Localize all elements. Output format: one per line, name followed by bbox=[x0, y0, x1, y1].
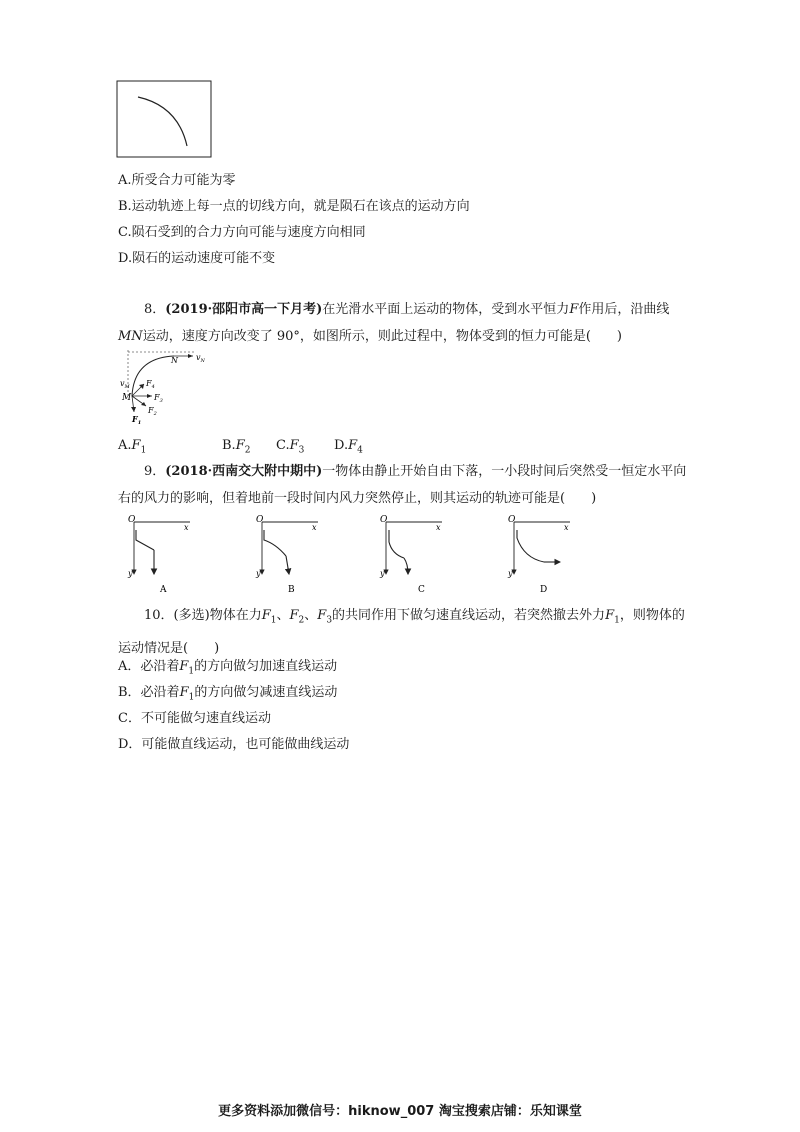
q10-option-c: C．不可能做匀速直线运动 bbox=[118, 711, 271, 726]
point-m-label: M bbox=[122, 393, 132, 403]
q8-source: (2019·邵阳市高一下月考) bbox=[165, 302, 323, 317]
q7-option-b: B.运动轨迹上每一点的切线方向，就是陨石在该点的运动方向 bbox=[118, 199, 470, 214]
graph-d-label: D bbox=[540, 585, 548, 595]
f4-label: $F_4$ bbox=[146, 379, 155, 390]
svg-text:x: x bbox=[184, 523, 189, 532]
trajectory-curve bbox=[138, 97, 187, 146]
q10-stem: 10．(多选)物体在力$F_1$、$F_2$、$F_3$的共同作用下做匀速直线运动，若突然撤去外力$F_1$，则物体的运动情况是( ) bbox=[118, 608, 685, 656]
svg-text:y: y bbox=[380, 569, 385, 578]
q7-option-d: D.陨石的运动速度可能不变 bbox=[118, 251, 276, 266]
svg-text:y: y bbox=[256, 569, 261, 578]
vm-label: $v_M$ bbox=[120, 379, 130, 390]
q9-stem: 9．(2018·西南交大附中期中)一物体由静止开始自由下落，一小段时间后突然受一恒定水平向右的风力的影响，但着地前一段时间内风力突然停止，则其运动的轨迹可能是( ) bbox=[118, 464, 687, 506]
svg-text:O: O bbox=[380, 515, 388, 525]
q8-choice-d: $D.F_4$ bbox=[334, 438, 363, 456]
q9-source: (2018·西南交大附中期中) bbox=[165, 464, 323, 479]
q7-option-c: C.陨石受到的合力方向可能与速度方向相同 bbox=[118, 225, 366, 240]
vn-label: $v_N$ bbox=[196, 353, 205, 364]
q7-trajectory-figure bbox=[116, 80, 212, 158]
graph-b bbox=[255, 515, 318, 595]
f2-label: $F_2$ bbox=[148, 406, 157, 417]
q10-option-a: A．必沿着$F_1$的方向做匀加速直线运动 bbox=[118, 659, 338, 677]
f3-label: $F_3$ bbox=[154, 393, 163, 404]
graph-a bbox=[127, 515, 190, 595]
point-n-label: N bbox=[171, 356, 178, 365]
svg-text:x: x bbox=[564, 523, 569, 532]
q10-option-b: B．必沿着$F_1$的方向做匀减速直线运动 bbox=[118, 685, 338, 703]
graph-d bbox=[507, 515, 570, 595]
f1-label: $F_1$ bbox=[132, 414, 142, 426]
graph-a-label: A bbox=[160, 585, 167, 595]
q7-option-a: A.所受合力可能为零 bbox=[118, 173, 236, 188]
svg-text:y: y bbox=[508, 569, 513, 578]
svg-text:O: O bbox=[256, 515, 264, 525]
graph-c-label: C bbox=[418, 585, 425, 595]
svg-text:x: x bbox=[312, 523, 317, 532]
page-footer: 更多资料添加微信号：hiknow_007 淘宝搜索店铺：乐知课堂 bbox=[218, 1104, 582, 1119]
q8-force-figure bbox=[116, 348, 216, 426]
q8-choice-a: $A.F_1$ bbox=[118, 438, 147, 456]
q8-choice-b: $B.F_2$ bbox=[222, 438, 251, 456]
q10-option-d: D．可能做直线运动，也可能做曲线运动 bbox=[118, 737, 350, 752]
svg-text:O: O bbox=[128, 515, 136, 525]
graph-c bbox=[379, 515, 442, 595]
q8-stem: 8．(2019·邵阳市高一下月考)在光滑水平面上运动的物体，受到水平恒力F作用后，沿曲线MN运动，速度方向改变了 90°，如图所示，则此过程中，物体受到的恒力可能是( ) bbox=[118, 302, 670, 344]
svg-text:y: y bbox=[128, 569, 133, 578]
svg-text:x: x bbox=[436, 523, 441, 532]
q9-graphs bbox=[118, 512, 598, 598]
svg-text:O: O bbox=[508, 515, 516, 525]
q8-choice-c: $C.F_3$ bbox=[276, 438, 305, 456]
graph-b-label: B bbox=[288, 585, 295, 595]
